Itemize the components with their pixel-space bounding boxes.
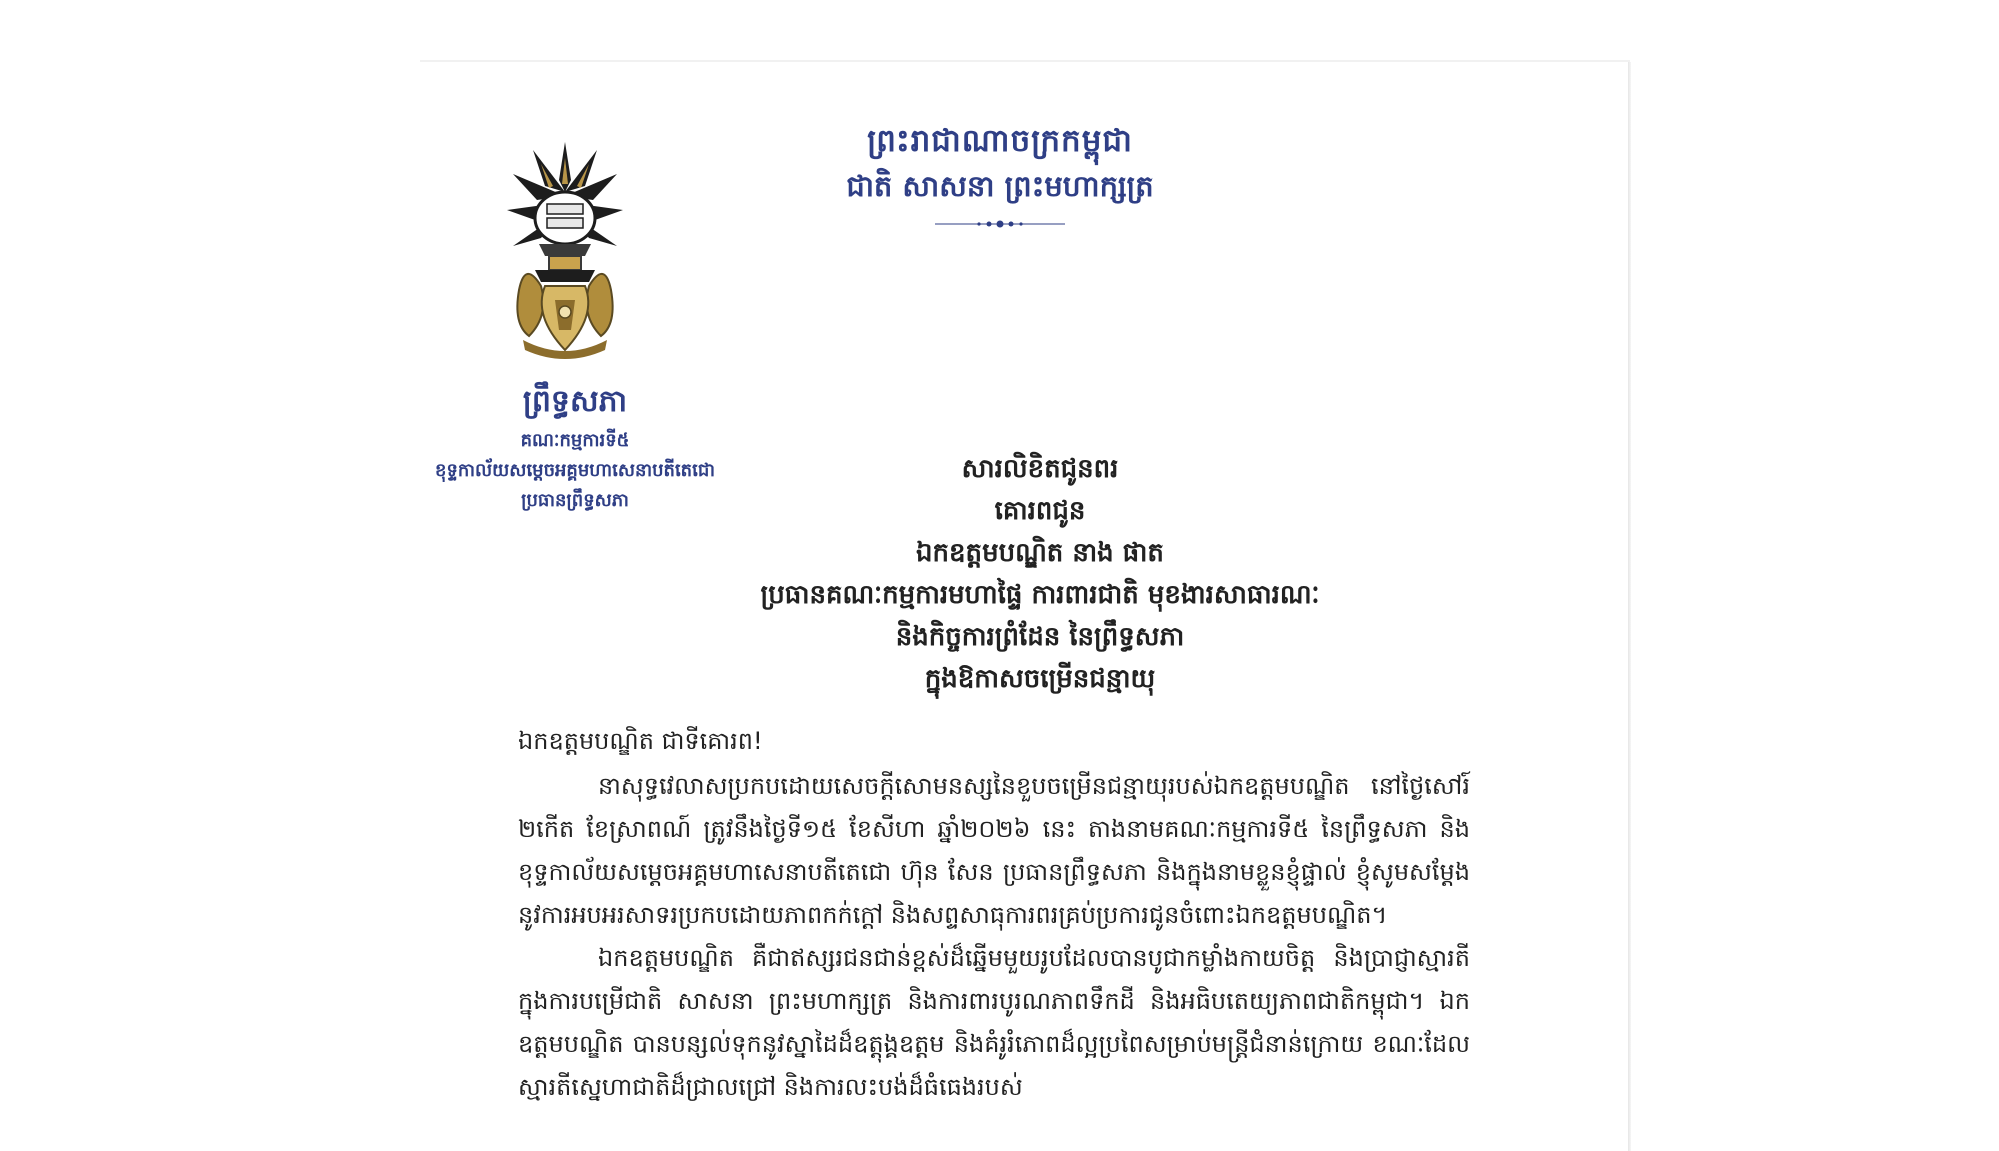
ornament-divider: [935, 218, 1065, 230]
body-paragraph-2: ឯកឧត្តមបណ្ឌិត គឺជាឥស្សរជនជាន់ខ្ពស់ដ៏ឆ្នើមមួយរូបដែលបានបូជាកម្លាំងកាយចិត្ត និងប្រាជ្ញាស្មារតី ក្នុងការបម្រើជាតិ សាសនា ព្រះមហាក្សត្រ និងការពារបូរណភាពទឹកដី និងអធិបតេយ្យភាពជាតិកម្ពុជា។ ឯកឧត្តមបណ្ឌិត បានបន្សល់ទុកនូវស្នាដៃដ៏ឧត្តុង្គឧត្តម និងគំរូរំភោពដ៏ល្អប្រពៃសម្រាប់មន្ត្រីជំនាន់ក្រោយ ខណៈដែលស្មារតីស្នេហាជាតិដ៏ជ្រាលជ្រៅ និងការលះបង់ដ៏ធំធេងរបស់: [518, 944, 1470, 1101]
salutation: ឯកឧត្តមបណ្ឌិត ជាទីគោរព!: [518, 727, 763, 755]
letterhead-national: [780, 118, 1220, 234]
occasion-line: ក្នុងឱកាសចម្រើនជន្មាយុ: [924, 664, 1156, 694]
institution-name: ព្រឹទ្ធសភា: [522, 384, 628, 419]
kingdom-title: ព្រះរាជាណាចក្រកម្ពុជា: [867, 123, 1133, 159]
letter-body: [518, 720, 1470, 1109]
recipient-position-cont: និងកិច្ចការព្រំដែន នៃព្រឹទ្ធសភា: [895, 622, 1185, 652]
recipient-position: ប្រធានគណៈកម្មការមហាផ្ទៃ ការពារជាតិ មុខងារសាធារណៈ: [760, 580, 1320, 610]
letter-title: សារលិខិតជូនពរ: [961, 454, 1119, 484]
page-right-edge: [1628, 62, 1631, 1151]
national-motto: ជាតិ សាសនា ព្រះមហាក្សត្រ: [846, 169, 1154, 203]
letter-title-block: [620, 448, 1460, 700]
cabinet-name: ខុទ្ទកាល័យសម្តេចអគ្គមហាសេនាបតីតេជោ: [435, 460, 715, 481]
recipient-name: ឯកឧត្តមបណ្ឌិត នាង ផាត: [916, 538, 1164, 568]
president-title: ប្រធានព្រឹទ្ធសភា: [521, 490, 629, 511]
letter-respect-line: គោរពជូន: [994, 496, 1086, 526]
commission-name: គណៈកម្មការទី៥: [520, 430, 630, 451]
body-paragraph-1: នាសុទ្ធវេលាសប្រកបដោយសេចក្តីសោមនស្សនៃខួបចម្រើនជន្មាយុរបស់ឯកឧត្តមបណ្ឌិត នៅថ្ងៃសៅរ៍ ២កើត ខែស្រាពណ៍ ត្រូវនឹងថ្ងៃទី១៥ ខែសីហា ឆ្នាំ២០២៦ នេះ តាងនាមគណៈកម្មការទី៥ នៃព្រឹទ្ធសភា និងខុទ្ទកាល័យសម្តេចអគ្គមហាសេនាបតីតេជោ ហ៊ុន សែន ប្រធានព្រឹទ្ធសភា និងក្នុងនាមខ្លួនខ្ញុំផ្ទាល់ ខ្ញុំសូមសម្តែងនូវការអបអរសាទរប្រកបដោយភាពកក់ក្តៅ និងសព្ទសាធុការពរគ្រប់ប្រការជូនចំពោះឯកឧត្តមបណ្ឌិត។: [518, 772, 1470, 929]
senate-emblem: [505, 140, 625, 368]
